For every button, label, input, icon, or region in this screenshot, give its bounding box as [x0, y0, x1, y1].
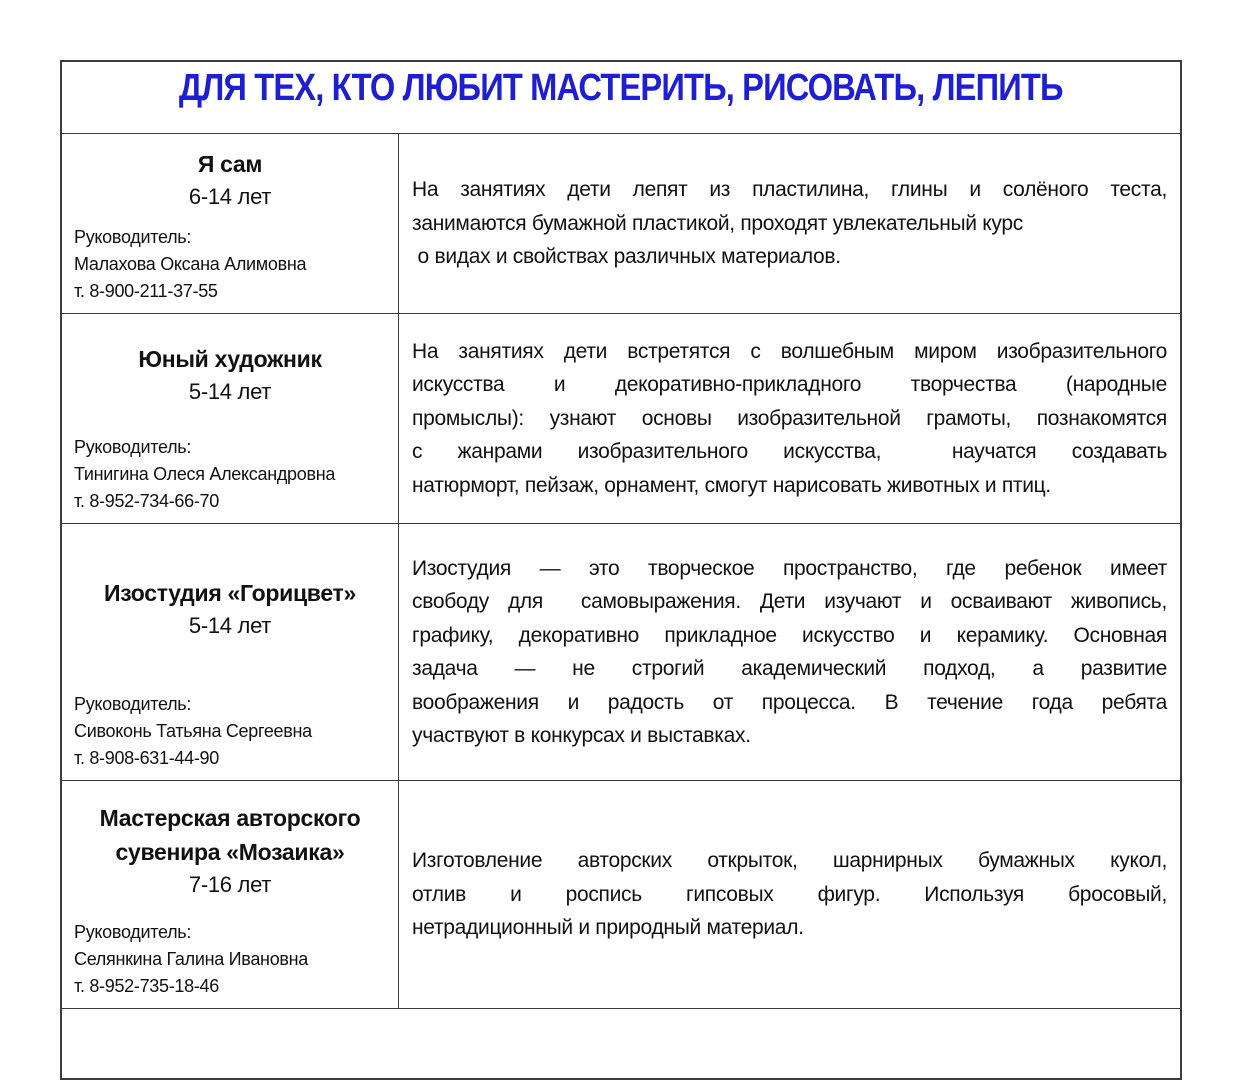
- desc-line: искусства и декоративно-прикладного творчества (народные: [412, 373, 1167, 397]
- club-name: Юный художник: [138, 346, 322, 372]
- leader-phone: т. 8-908-631-44-90: [74, 748, 219, 768]
- desc-line: свободу для самовыражения. Дети изучают и осваивают живопись,: [412, 590, 1167, 613]
- desc-line: Изостудия — это творческое пространство, где ребенок имеет: [412, 556, 1167, 580]
- desc-line: графику, декоративно прикладное искусство и керамику. Основная: [412, 623, 1167, 647]
- club-leader-block: [62, 919, 398, 1008]
- club-head: [62, 781, 398, 919]
- club-info-cell: [62, 314, 399, 523]
- table-row: [62, 313, 1180, 523]
- club-info-cell: [62, 781, 399, 1008]
- club-description: [412, 552, 1167, 753]
- club-description: [412, 335, 1167, 503]
- desc-line: натюрморт, пейзаж, орнамент, смогут нарисовать животных и птиц.: [412, 473, 1051, 497]
- desc-line: о видах и свойствах различных материалов.: [412, 245, 841, 269]
- table-row: [62, 133, 1180, 313]
- leader-phone: т. 8-952-735-18-46: [74, 976, 219, 996]
- desc-line: задача — не строгий академический подход, а развитие: [412, 657, 1167, 680]
- club-description-cell: [399, 781, 1180, 1008]
- club-info-cell: [62, 134, 399, 313]
- club-description-cell: [399, 524, 1180, 780]
- desc-line: отлив и роспись гипсовых фигур. Используя бросовый,: [412, 882, 1167, 906]
- club-description-cell: [399, 134, 1180, 313]
- club-leader-block: [62, 224, 398, 313]
- desc-line: На занятиях дети встретятся с волшебным миром изобразительного: [412, 339, 1167, 363]
- club-description: [412, 844, 1167, 945]
- club-age: 5-14 лет: [188, 379, 272, 404]
- club-description: [412, 173, 1167, 274]
- desc-line: Изготовление авторских открыток, шарнирных бумажных кукол,: [412, 849, 1167, 873]
- leader-label: Руководитель:: [74, 694, 192, 714]
- desc-line: с жанрами изобразительного искусства, научатся создавать: [412, 440, 1167, 464]
- desc-line: занимаются бумажной пластикой, проходят увлекательный курс: [412, 211, 1023, 235]
- desc-line: участвуют в конкурсах и выставках.: [412, 724, 751, 747]
- desc-line: промыслы): узнают основы изобразительной грамоты, познакомятся: [412, 406, 1167, 430]
- club-name: Мастерская авторского сувенира «Мозаика»: [99, 805, 361, 865]
- desc-line: На занятиях дети лепят из пластилина, глины и солёного теста,: [412, 178, 1167, 202]
- leader-label: Руководитель:: [74, 922, 192, 942]
- leader-phone: т. 8-900-211-37-55: [74, 281, 218, 301]
- club-head: [62, 524, 398, 691]
- desc-line: нетрадиционный и природный материал.: [412, 916, 804, 940]
- club-age: 7-16 лет: [188, 872, 272, 897]
- leader-name: Малахова Оксана Алимовна: [74, 254, 307, 274]
- club-info-cell: [62, 524, 399, 780]
- table-header-row: [62, 62, 1180, 133]
- page-title: ДЛЯ ТЕХ, КТО ЛЮБИТ МАСТЕРИТЬ, РИСОВАТЬ, ЛЕПИТЬ: [179, 67, 1063, 109]
- empty-row: [62, 1008, 1180, 1078]
- club-name: Я сам: [197, 151, 263, 177]
- club-age: 5-14 лет: [188, 612, 272, 638]
- club-leader-block: [62, 691, 398, 780]
- leader-name: Тинигина Олеся Александровна: [74, 464, 336, 484]
- table-row: [62, 780, 1180, 1008]
- leader-name: Селянкина Галина Ивановна: [74, 949, 309, 969]
- leader-phone: т. 8-952-734-66-70: [74, 491, 219, 511]
- club-age: 6-14 лет: [188, 184, 272, 209]
- leader-name: Сивоконь Татьяна Сергеевна: [74, 721, 312, 741]
- club-description-cell: [399, 314, 1180, 523]
- club-leader-block: [62, 434, 398, 523]
- table-row: [62, 523, 1180, 780]
- desc-line: воображения и радость от процесса. В течение года ребята: [412, 690, 1167, 714]
- leader-label: Руководитель:: [74, 437, 192, 457]
- club-head: [62, 314, 398, 434]
- club-name: Изостудия «Горицвет»: [104, 579, 356, 606]
- clubs-table: [60, 60, 1182, 1080]
- club-head: [62, 134, 398, 224]
- leader-label: Руководитель:: [74, 227, 192, 247]
